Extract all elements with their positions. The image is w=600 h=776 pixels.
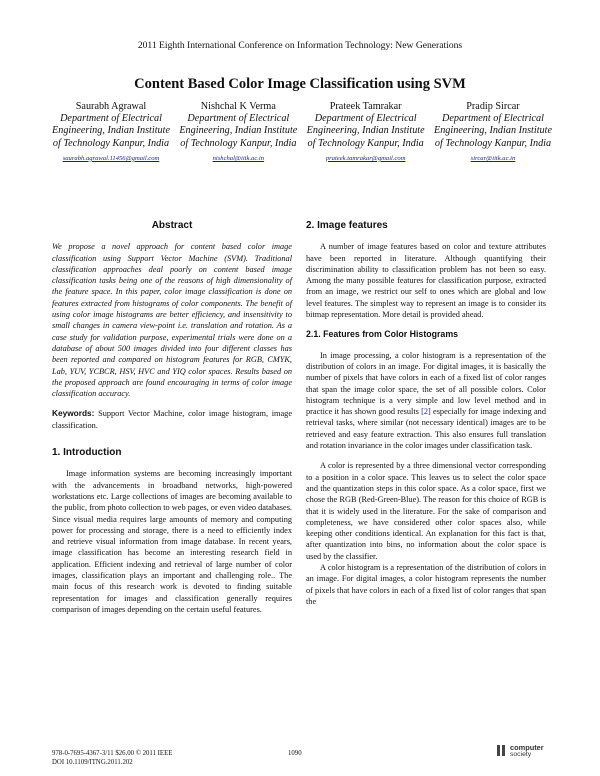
image-features-text: A number of image features based on color and texture attributes have been reported in literature. Although quantifying their discrimination ability to classification problem has not been so easy. Among the many possible features for classification purpose, extracted from an image, we restrict our self to ones which are global and low level features. The simplest way to represent an image is to consider its bitmap representation. More detail is provided ahead.: [306, 242, 546, 320]
computer-society-logo: [496, 744, 556, 770]
author-email-link[interactable]: sircar@iitk.ac.in: [470, 154, 516, 162]
author-name: Prateek Tamrakar: [329, 101, 402, 112]
author-affiliation: Department of Electrical Engineering, Indian Institute of Technology Kanpur, India: [433, 113, 552, 149]
author-name: Nishchal K Verma: [200, 101, 276, 112]
citation-link[interactable]: [2]: [421, 407, 431, 417]
introduction-text: Image information systems are becoming increasingly important with the advancements in broadband networks, high-powered workstations etc. Large collections of images are becoming available to the public, from photo collection to web pages, or even video databases. Since visual media requires large amounts of memory and computing power for processing and storage, there is a need to efficiently index and retrieve visual information from image database. In recent years, image classification has become an interesting research field in application. Efficient indexing and retrieval of large number of color images, classification plays an important and challenging role.. The main focus of this research work is devoted to finding suitable representation for images and classification generally requires comparison of images depending on the certain useful features.: [52, 469, 292, 614]
author-email-link[interactable]: saurabh.agrawal.11456@gmail.com: [62, 154, 160, 162]
author-block: [179, 101, 297, 165]
image-features-heading: 2. Image features: [306, 220, 388, 231]
author-affiliation: Department of Electrical Engineering, Indian Institute of Technology Kanpur, India: [306, 113, 425, 149]
page-number: 1090: [288, 750, 302, 757]
histograms-paragraph-2: A color is represented by a three dimensional vector corresponding to a position in a color space. This leaves us to select the color space and the quantization steps in this color space. As a color space, first we chose the RGB (Red-Green-Blue). The reason for this choice of RGB is that it is widely used in the literature. For the sake of comparison and completeness, we have considered other color spaces also, while keeping other conditions identical. An explanation for this fact is that, after quantization into bins, no information about the color space is used by the classifier.: [306, 461, 546, 561]
author-block: [307, 101, 425, 165]
histograms-paragraph-1: [306, 350, 546, 452]
right-column: [306, 220, 546, 616]
author-list: [52, 101, 552, 165]
left-column: [52, 220, 292, 624]
histograms-p1-text-b: especially for image indexing and retrieval tasks, where similar (not necessary identical) images are to be retrieved and easy feature extraction. This also ensures full translation and rotation invariance in the color images under classification task.: [306, 407, 546, 451]
introduction-heading: 1. Introduction: [52, 447, 122, 459]
histograms-p1-text-a: In image processing, a color histogram is a representation of the distribution of colors in an image. For digital images, it is basically the number of pixels that have colors in each of a fixed list of color ranges that span the image color space, the set of all possible colors. Color histogram technique is a very simple and low level method and in practice it has shown good results: [306, 350, 546, 417]
author-email-link[interactable]: prateek.tamrakar@gmail.com: [325, 154, 406, 162]
logo-line-2: society: [510, 751, 532, 759]
author-affiliation: Department of Electrical Engineering, Indian Institute of Technology Kanpur, India: [179, 113, 298, 149]
paper-title: Content Based Color Image Classification using SVM: [134, 76, 466, 92]
logo-line-1: computer: [510, 743, 544, 752]
conference-header: 2011 Eighth International Conference on Information Technology: New Generations: [137, 40, 463, 51]
author-block: [52, 101, 170, 165]
author-block: [434, 101, 552, 165]
author-affiliation: Department of Electrical Engineering, Indian Institute of Technology Kanpur, India: [52, 113, 170, 149]
author-name: Pradip Sircar: [466, 101, 520, 112]
keywords-label: Keywords:: [52, 408, 95, 419]
histograms-subheading: 2.1. Features from Color Histograms: [306, 329, 459, 340]
author-name: Saurabh Agrawal: [75, 101, 147, 112]
footer-doi: DOI 10.1109/ITNG.2011.202: [52, 758, 133, 766]
author-email-link[interactable]: nishchal@iitk.ac.in: [212, 154, 265, 162]
abstract-text: We propose a novel approach for content based color image classification using Support Vector Machine (SVM). Traditional classification approaches deal poorly on content based image classification tasks being one of the reasons of high dimensionality of the feature space. In this paper, color image classification is done on features extracted from histograms of color components. The benefit of using color image histograms are better efficiency, and insensitivity to small changes in camera view-point i.e. translation and rotation. As a case study for validation purpose, experimental trials were done on a database of about 500 images divided into four different classes has been reported and compared on histogram features for RGB, CMYK, Lab, YUV, YCBCR, HSV, HVC and YIQ color spaces. Results based on the proposed approach are found encouraging in terms of color image classification accuracy.: [52, 242, 292, 399]
keywords-text: Support Vector Machine, color image histogram, image classification.: [52, 409, 292, 430]
computer-society-icon: [496, 744, 508, 758]
footer-isbn: 978-0-7695-4367-3/11 $26.00 © 2011 IEEE: [52, 750, 173, 757]
abstract-heading: Abstract: [151, 220, 193, 231]
footer-publication-info: [52, 750, 172, 767]
histograms-paragraph-3: A color histogram is a representation of the distribution of colors in an image. For digital images, a color histogram represents the number of pixels that have colors in each of a fixed list of color ranges that span the: [306, 563, 546, 606]
keywords-paragraph: [52, 408, 292, 431]
